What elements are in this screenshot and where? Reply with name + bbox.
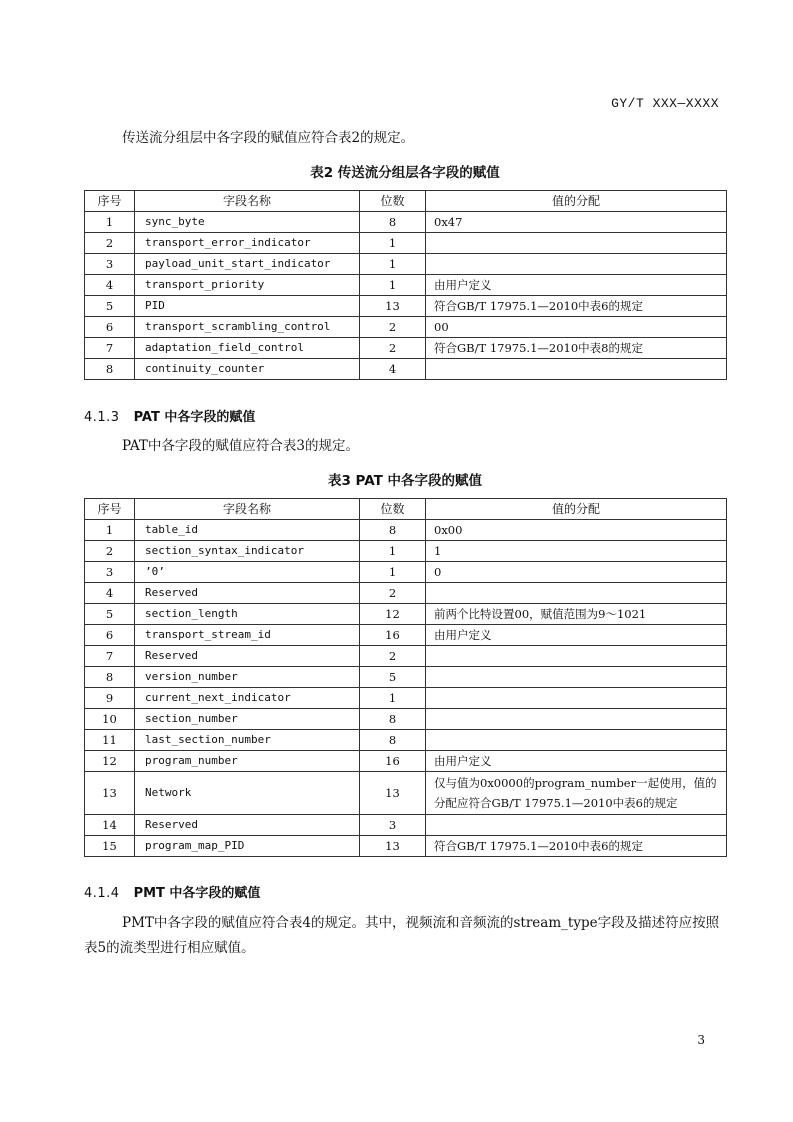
table-row xyxy=(85,772,727,815)
cell-field-name: Reserved xyxy=(135,815,360,836)
section-number: 4.1.3 xyxy=(84,410,120,425)
cell-value xyxy=(426,583,727,604)
cell-field-name: program_number xyxy=(135,751,360,772)
cell-bits: 1 xyxy=(360,275,426,296)
cell-bits: 16 xyxy=(360,751,426,772)
cell-value: 符合GB/T 17975.1—2010中表8的规定 xyxy=(426,338,727,359)
cell-field-name: transport_error_indicator xyxy=(135,233,360,254)
cell-bits: 1 xyxy=(360,541,426,562)
pmt-paragraph: PMT中各字段的赋值应符合表4的规定。其中，视频流和音频流的stream_type字段及描述符应按照表5的流类型进行相应赋值。 xyxy=(84,915,720,956)
cell-value xyxy=(426,254,727,275)
cell-bits: 13 xyxy=(360,772,426,815)
cell-value xyxy=(426,233,727,254)
cell-value: 前两个比特设置00，赋值范围为9～1021 xyxy=(426,604,727,625)
cell-index: 8 xyxy=(85,667,135,688)
cell-bits: 8 xyxy=(360,212,426,233)
cell-index: 14 xyxy=(85,815,135,836)
table-row xyxy=(85,317,727,338)
cell-value xyxy=(426,730,727,751)
table3-caption: 表3 PAT 中各字段的赋值 xyxy=(327,473,483,489)
table-row xyxy=(85,604,727,625)
cell-index: 7 xyxy=(85,338,135,359)
header-field-name: 字段名称 xyxy=(135,499,360,520)
page-number: 3 xyxy=(697,1033,705,1047)
cell-value: 由用户定义 xyxy=(426,751,727,772)
table-row xyxy=(85,730,727,751)
cell-field-name: transport_scrambling_control xyxy=(135,317,360,338)
cell-bits: 2 xyxy=(360,583,426,604)
cell-field-name: last_section_number xyxy=(135,730,360,751)
cell-field-name: PID xyxy=(135,296,360,317)
cell-bits: 4 xyxy=(360,359,426,380)
cell-bits: 2 xyxy=(360,338,426,359)
cell-index: 1 xyxy=(85,212,135,233)
cell-value: 由用户定义 xyxy=(426,275,727,296)
table-row xyxy=(85,815,727,836)
cell-field-name: Network xyxy=(135,772,360,815)
table2-caption: 表2 传送流分组层各字段的赋值 xyxy=(310,165,500,181)
cell-value: 0x47 xyxy=(426,212,727,233)
cell-bits: 8 xyxy=(360,730,426,751)
cell-field-name: transport_priority xyxy=(135,275,360,296)
cell-bits: 1 xyxy=(360,688,426,709)
cell-field-name: ’0’ xyxy=(135,562,360,583)
cell-value: 仅与值为0x0000的program_number一起使用，值的分配应符合GB/T 17975.1—2010中表6的规定 xyxy=(426,772,727,815)
cell-index: 2 xyxy=(85,233,135,254)
cell-index: 3 xyxy=(85,562,135,583)
cell-bits: 1 xyxy=(360,233,426,254)
cell-bits: 1 xyxy=(360,254,426,275)
cell-index: 4 xyxy=(85,583,135,604)
intro-paragraph-table3: PAT中各字段的赋值应符合表3的规定。 xyxy=(122,438,359,454)
cell-index: 6 xyxy=(85,317,135,338)
table-row xyxy=(85,520,727,541)
table-row xyxy=(85,541,727,562)
section-number: 4.1.4 xyxy=(84,886,120,901)
table2-header-row xyxy=(85,191,727,212)
cell-index: 4 xyxy=(85,275,135,296)
cell-bits: 13 xyxy=(360,836,426,857)
table-row xyxy=(85,688,727,709)
cell-index: 15 xyxy=(85,836,135,857)
cell-bits: 3 xyxy=(360,815,426,836)
table-row xyxy=(85,667,727,688)
cell-value: 1 xyxy=(426,541,727,562)
cell-bits: 5 xyxy=(360,667,426,688)
cell-bits: 16 xyxy=(360,625,426,646)
table-row xyxy=(85,625,727,646)
cell-index: 2 xyxy=(85,541,135,562)
section-heading-4-1-4 xyxy=(84,882,260,901)
cell-value: 0x00 xyxy=(426,520,727,541)
section-title: PAT 中各字段的赋值 xyxy=(133,410,256,425)
cell-index: 11 xyxy=(85,730,135,751)
cell-field-name: table_id xyxy=(135,520,360,541)
cell-index: 12 xyxy=(85,751,135,772)
table-row xyxy=(85,359,727,380)
cell-index: 9 xyxy=(85,688,135,709)
header-bits: 位数 xyxy=(360,191,426,212)
section-title: PMT 中各字段的赋值 xyxy=(133,886,261,901)
section-heading-4-1-3 xyxy=(84,406,255,425)
table-row xyxy=(85,646,727,667)
cell-field-name: Reserved xyxy=(135,583,360,604)
cell-field-name: version_number xyxy=(135,667,360,688)
cell-value xyxy=(426,667,727,688)
cell-value xyxy=(426,815,727,836)
cell-bits: 12 xyxy=(360,604,426,625)
table3-header-row xyxy=(85,499,727,520)
table-row xyxy=(85,296,727,317)
table-row xyxy=(85,836,727,857)
cell-field-name: current_next_indicator xyxy=(135,688,360,709)
table-row xyxy=(85,583,727,604)
cell-field-name: section_syntax_indicator xyxy=(135,541,360,562)
cell-value xyxy=(426,709,727,730)
cell-field-name: section_length xyxy=(135,604,360,625)
header-bits: 位数 xyxy=(360,499,426,520)
cell-field-name: section_number xyxy=(135,709,360,730)
cell-field-name: continuity_counter xyxy=(135,359,360,380)
cell-value xyxy=(426,359,727,380)
cell-value xyxy=(426,688,727,709)
header-index: 序号 xyxy=(85,191,135,212)
table-row xyxy=(85,751,727,772)
cell-index: 13 xyxy=(85,772,135,815)
table-row xyxy=(85,254,727,275)
cell-bits: 2 xyxy=(360,317,426,338)
cell-index: 5 xyxy=(85,604,135,625)
cell-value: 0 xyxy=(426,562,727,583)
table-row xyxy=(85,338,727,359)
cell-index: 10 xyxy=(85,709,135,730)
cell-bits: 2 xyxy=(360,646,426,667)
cell-index: 1 xyxy=(85,520,135,541)
cell-index: 7 xyxy=(85,646,135,667)
cell-bits: 8 xyxy=(360,520,426,541)
cell-bits: 1 xyxy=(360,562,426,583)
header-field-name: 字段名称 xyxy=(135,191,360,212)
cell-bits: 13 xyxy=(360,296,426,317)
cell-field-name: program_map_PID xyxy=(135,836,360,857)
table-row xyxy=(85,562,727,583)
cell-value: 由用户定义 xyxy=(426,625,727,646)
cell-field-name: adaptation_field_control xyxy=(135,338,360,359)
cell-field-name: transport_stream_id xyxy=(135,625,360,646)
header-value: 值的分配 xyxy=(426,191,727,212)
cell-field-name: sync_byte xyxy=(135,212,360,233)
intro-paragraph-table2: 传送流分组层中各字段的赋值应符合表2的规定。 xyxy=(122,130,415,146)
table2 xyxy=(84,190,727,380)
table-row xyxy=(85,233,727,254)
header-index: 序号 xyxy=(85,499,135,520)
cell-index: 6 xyxy=(85,625,135,646)
cell-value: 符合GB/T 17975.1—2010中表6的规定 xyxy=(426,296,727,317)
table-row xyxy=(85,275,727,296)
table-row xyxy=(85,709,727,730)
cell-field-name: payload_unit_start_indicator xyxy=(135,254,360,275)
cell-field-name: Reserved xyxy=(135,646,360,667)
cell-value xyxy=(426,646,727,667)
table3 xyxy=(84,498,727,857)
document-code: GY/T XXX—XXXX xyxy=(611,96,719,111)
cell-index: 5 xyxy=(85,296,135,317)
table-row xyxy=(85,212,727,233)
cell-value: 00 xyxy=(426,317,727,338)
cell-bits: 8 xyxy=(360,709,426,730)
cell-value: 符合GB/T 17975.1—2010中表6的规定 xyxy=(426,836,727,857)
header-value: 值的分配 xyxy=(426,499,727,520)
cell-index: 3 xyxy=(85,254,135,275)
cell-index: 8 xyxy=(85,359,135,380)
